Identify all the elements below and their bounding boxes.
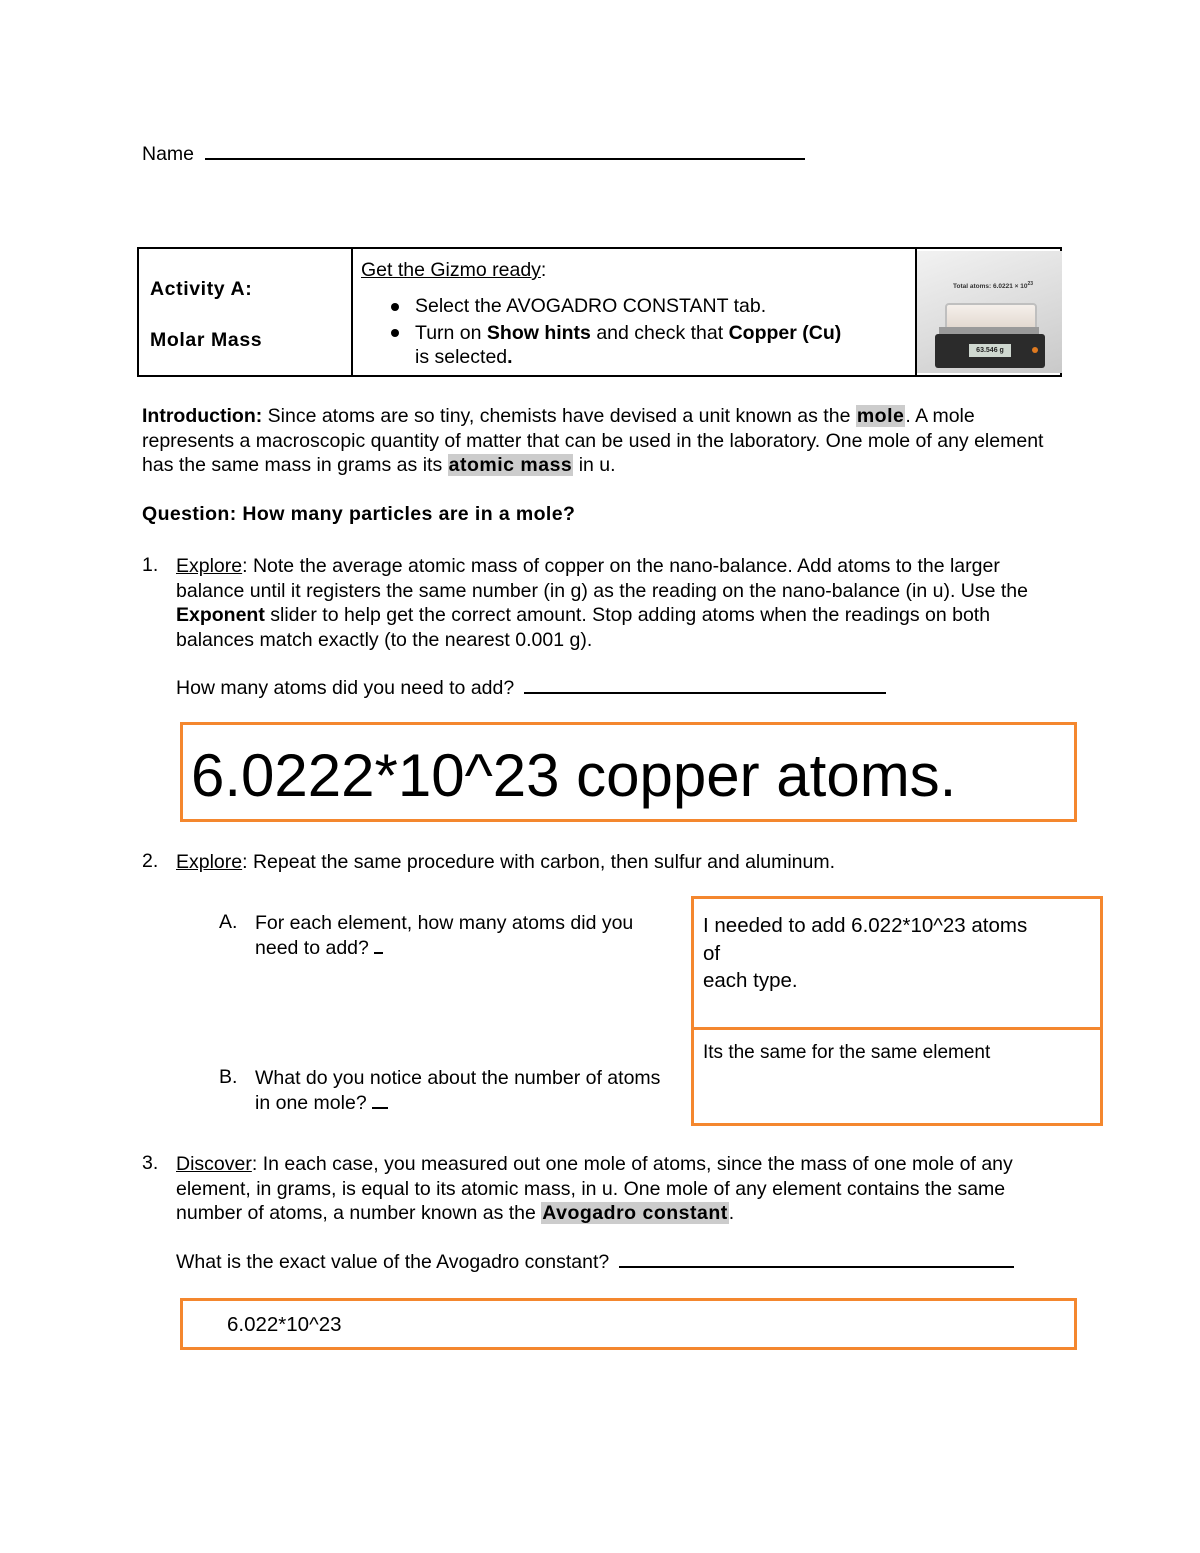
- q2b-text: [255, 1066, 675, 1116]
- term-avogadro-constant: Avogadro constant: [542, 1202, 728, 1225]
- q2-number: 2.: [142, 850, 159, 872]
- intro-text: in u.: [573, 454, 616, 477]
- bullet-dot: [391, 303, 399, 311]
- q2a-answer-line: each type.: [703, 969, 798, 992]
- q1-prompt: [176, 677, 886, 700]
- intro-text: Since atoms are so tiny, chemists have devised a unit known as the: [262, 405, 856, 427]
- q1-blank-line[interactable]: [524, 692, 886, 694]
- q1-body: slider to help get the correct amount. Stop adding atoms when the readings on both balances match exactly (to the nearest 0.001 g).: [176, 604, 991, 651]
- scale-display: 63.546 g: [969, 344, 1011, 357]
- prep-heading: [361, 259, 546, 282]
- q3-answer: 6.022*10^23: [227, 1313, 342, 1336]
- q2a-blank-line[interactable]: [374, 952, 383, 954]
- total-atoms-label: Total atoms: 6.0221 × 10: [953, 283, 1028, 291]
- total-atoms-readout: [953, 281, 1033, 290]
- prep-heading-colon: :: [540, 259, 547, 281]
- introduction-paragraph: [142, 404, 1057, 478]
- prep-cell: [351, 249, 917, 375]
- q3-prompt: [176, 1251, 1014, 1274]
- q3-prompt-text: What is the exact value of the Avogadro constant?: [176, 1251, 610, 1273]
- exponent-label: Exponent: [176, 604, 265, 627]
- activity-table: [137, 247, 1062, 377]
- q1-answer: 6.0222*10^23 copper atoms.: [191, 742, 957, 809]
- prep-heading-text: Get the Gizmo ready: [361, 259, 541, 281]
- total-atoms-exponent: 23: [1027, 281, 1034, 287]
- q2-text: [176, 850, 1066, 875]
- intro-text: . A mole represents a macroscopic quantity of matter that can be used in the laboratory. One mole of any element has the same mass in grams as its: [142, 405, 1044, 477]
- bullet-dot: [391, 329, 399, 337]
- copper-label: Copper (Cu): [728, 322, 842, 344]
- q3-blank-line[interactable]: [619, 1266, 1014, 1268]
- q3-text: [176, 1152, 1066, 1226]
- show-hints-label: Show hints: [486, 322, 591, 344]
- q3-answer-box[interactable]: [180, 1298, 1077, 1350]
- balance-body: [935, 334, 1045, 368]
- gizmo-balance-image: [917, 251, 1062, 373]
- question-heading: Question: How many particles are in a mole?: [142, 503, 576, 525]
- q2-body: : Repeat the same procedure with carbon, then sulfur and aluminum.: [242, 851, 836, 873]
- q2a-text: [255, 911, 680, 961]
- q1-prompt-text: How many atoms did you need to add?: [176, 677, 515, 699]
- power-led-icon: [1032, 347, 1038, 353]
- name-field[interactable]: [142, 143, 805, 166]
- activity-title: Activity A:: [150, 278, 253, 300]
- q2a-answer-line: I needed to add 6.022*10^23 atoms: [703, 914, 1028, 937]
- prep-bullet-2: [415, 321, 905, 369]
- name-label: Name: [142, 143, 195, 165]
- q3-label: Discover: [176, 1153, 252, 1175]
- q2-answer-box-right-edge: [1100, 896, 1103, 1126]
- term-mole: mole: [856, 405, 905, 427]
- q2a-question: For each element, how many atoms did you need to add?: [255, 912, 634, 959]
- prep-bullet-1: Select the AVOGADRO CONSTANT tab.: [415, 295, 767, 317]
- q1-body: : Note the average atomic mass of copper on the nano-balance. Add atoms to the larger balance until it registers the same number (in g) as the reading on the nano-balance (in u). Use the: [176, 555, 1028, 602]
- q3-number: 3.: [142, 1152, 159, 1174]
- bullet2-text: Turn on: [415, 322, 487, 344]
- q2-label: Explore: [176, 851, 243, 873]
- q2b-answer: Its the same for the same element: [703, 1042, 991, 1063]
- q3-body: .: [728, 1202, 735, 1225]
- balance-pan: [939, 327, 1039, 334]
- q2-answer-divider: [691, 1027, 1103, 1030]
- q2b-question: What do you notice about the number of atoms in one mole?: [255, 1067, 661, 1114]
- q2a-answer: [703, 912, 1027, 995]
- q1-number: 1.: [142, 554, 159, 576]
- name-blank-line[interactable]: [205, 158, 805, 160]
- bullet2-period: .: [507, 346, 513, 368]
- q1-answer-box[interactable]: [180, 722, 1077, 822]
- term-atomic-mass: atomic mass: [448, 454, 573, 477]
- activity-subtitle: Molar Mass: [150, 329, 263, 351]
- bullet2-text: and check that: [590, 322, 729, 344]
- q2a-letter: A.: [219, 911, 238, 933]
- q2b-letter: B.: [219, 1066, 238, 1088]
- q1-text: [176, 554, 1066, 652]
- activity-cell: [139, 249, 353, 375]
- intro-label: Introduction:: [142, 405, 263, 427]
- q3-body: : In each case, you measured out one mole of atoms, since the mass of one mole of any element, in grams, is equal to its atomic mass, in u. One mole of any element contains the same number of atoms, a number known as the: [176, 1153, 1013, 1225]
- bullet2-text: is selected: [415, 346, 508, 368]
- q2b-blank-line[interactable]: [372, 1107, 388, 1109]
- q2-answer-box[interactable]: [691, 896, 1101, 1126]
- q1-label: Explore: [176, 555, 243, 577]
- q2a-answer-line: of: [703, 941, 721, 965]
